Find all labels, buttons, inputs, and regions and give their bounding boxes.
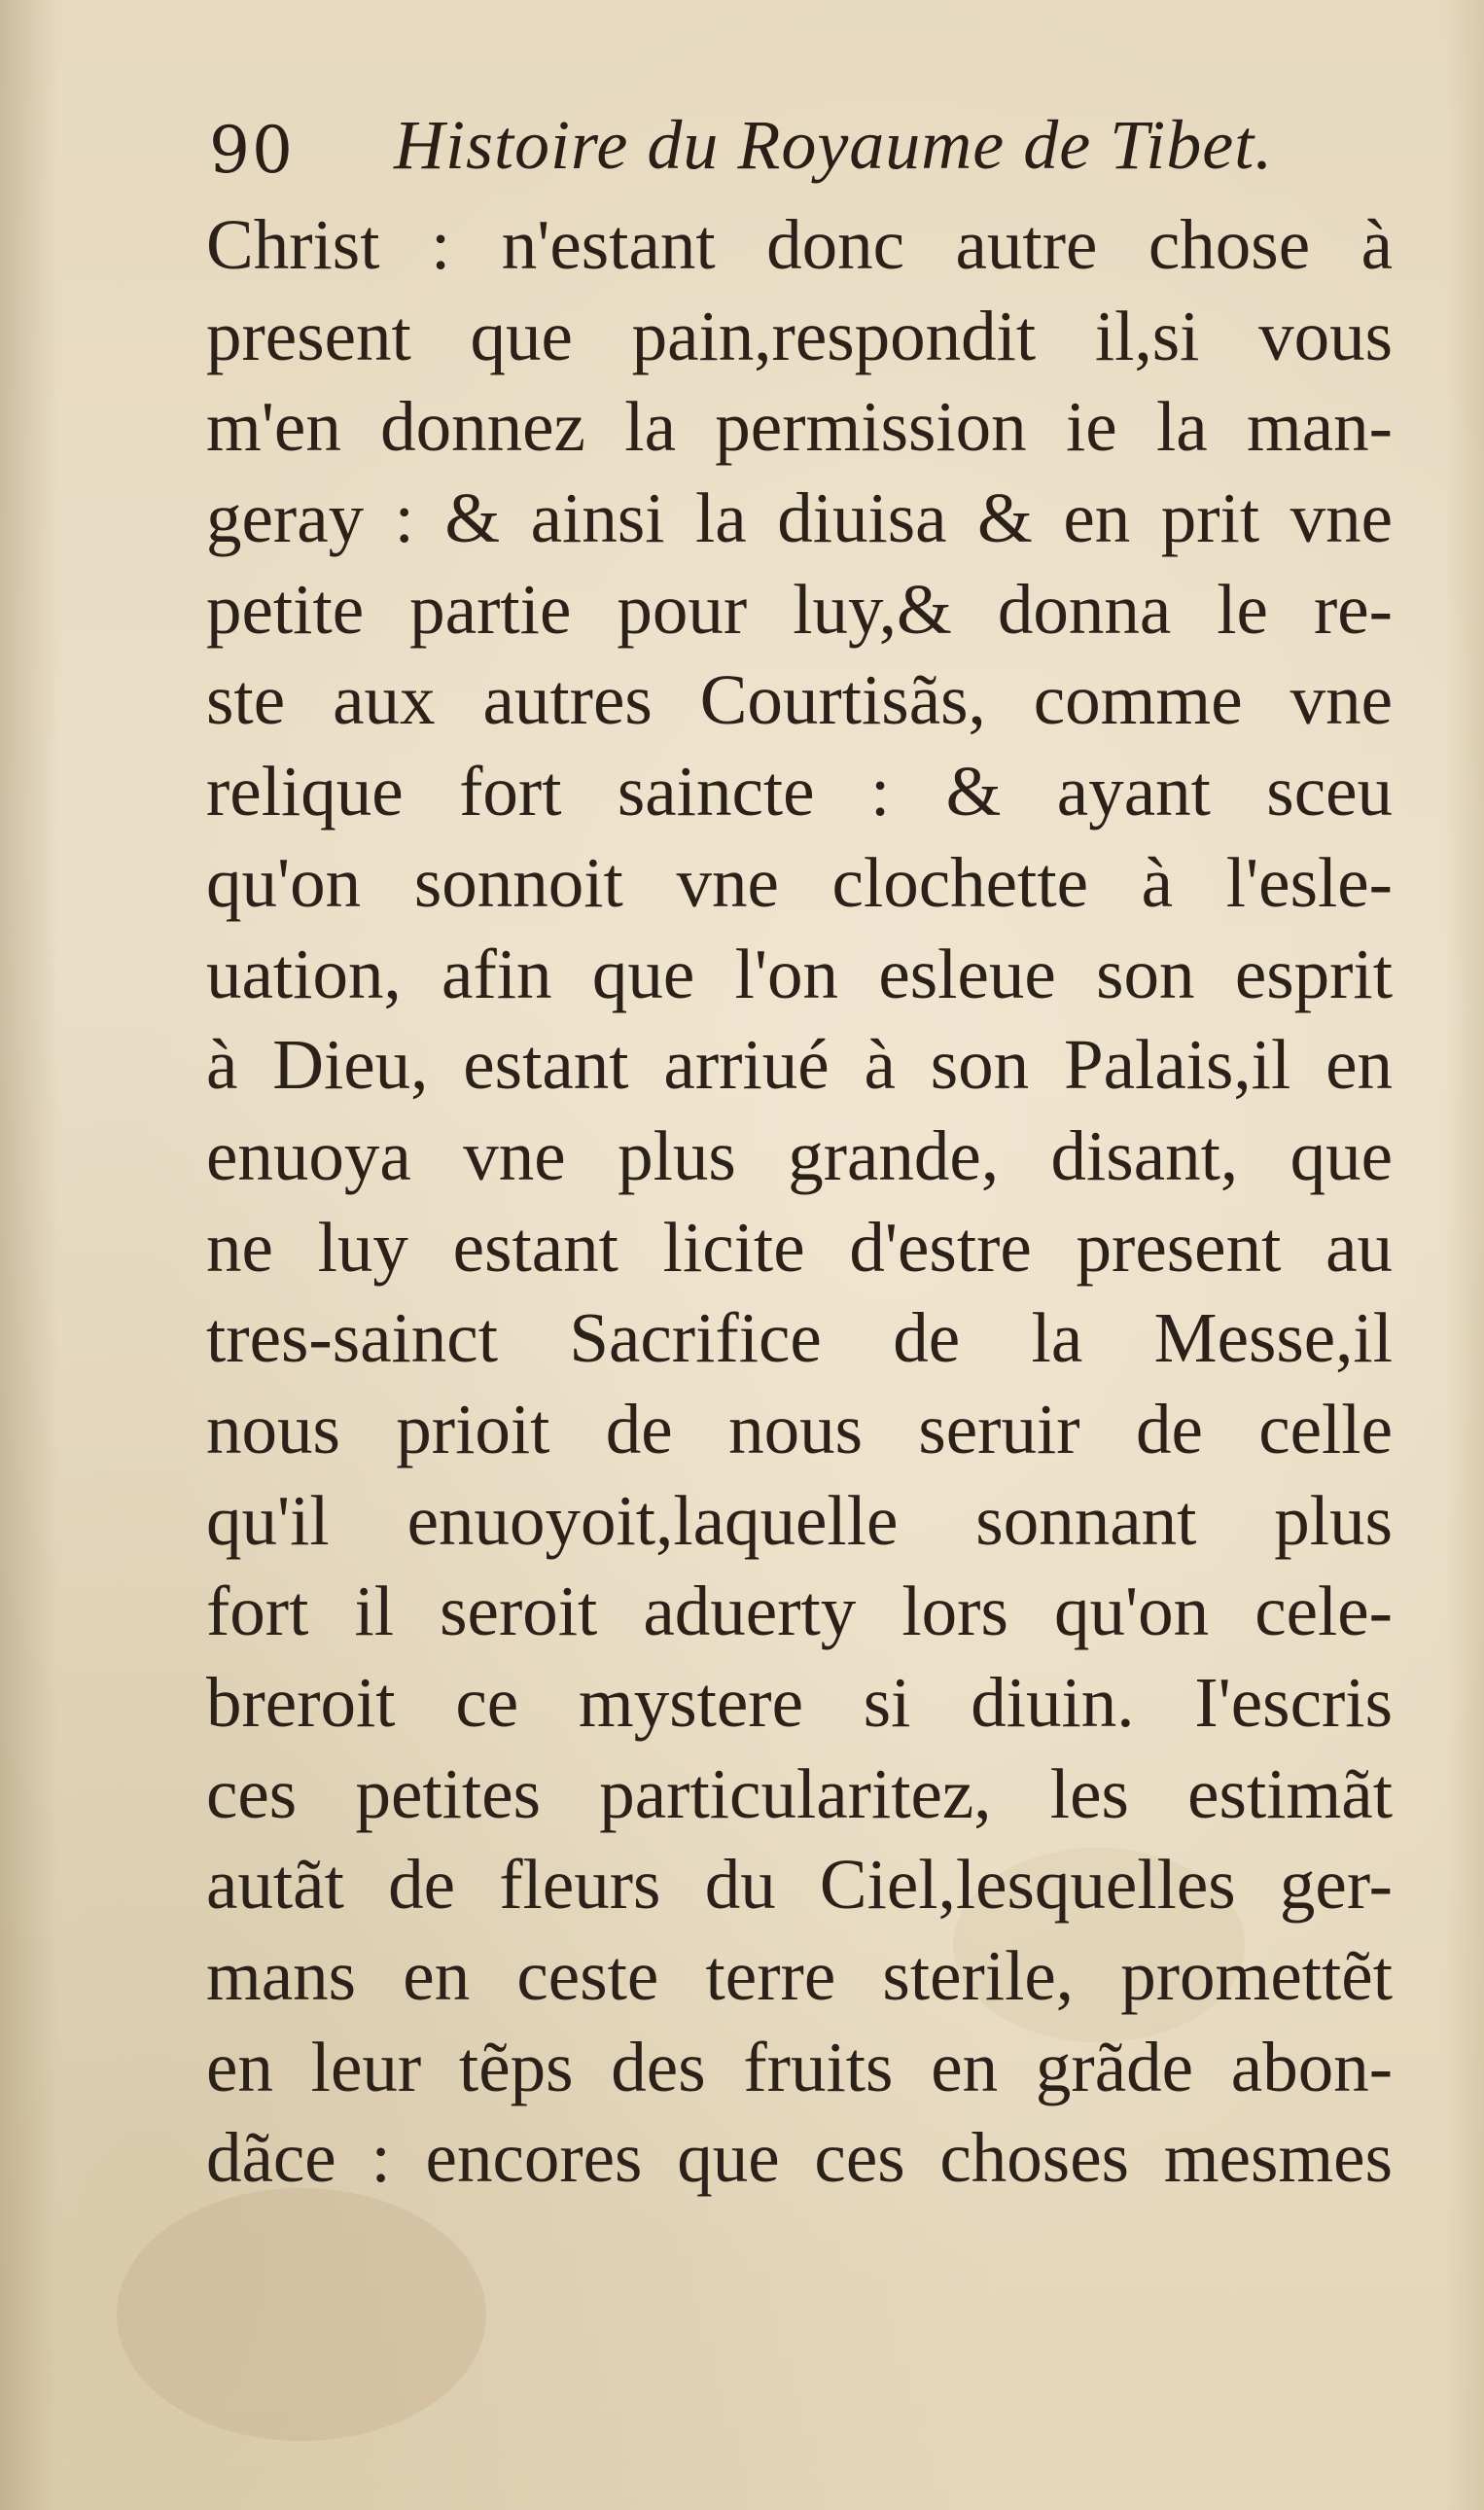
- paper-stain: [117, 2188, 486, 2441]
- text-line: nous prioit de nous seruir de celle: [206, 1389, 1393, 1468]
- text-line: à Dieu, estant arriué à son Palais,il en: [206, 1025, 1393, 1105]
- text-line: ces petites particularitez, les estimãt: [206, 1753, 1393, 1833]
- text-line: tres-sainct Sacrifice de la Messe,il: [206, 1298, 1393, 1378]
- page-header: [209, 105, 1376, 193]
- text-line: geray : & ainsi la diuisa & en prit vne: [206, 478, 1393, 558]
- page-edge: [1445, 0, 1484, 2510]
- text-line: autãt de fleurs du Ciel,lesquelles ger-: [206, 1845, 1393, 1925]
- body-text: [206, 199, 1393, 2204]
- page-number: 90: [209, 113, 295, 188]
- text-line: ne luy estant licite d'estre present au: [206, 1207, 1393, 1287]
- text-line: relique fort saincte : & ayant sceu: [206, 752, 1393, 831]
- text-line: ste aux autres Courtisãs, comme vne: [206, 660, 1393, 740]
- page-spine-shadow: [0, 0, 58, 2510]
- text-line: present que pain,respondit il,si vous: [206, 296, 1393, 375]
- text-line: petite partie pour luy,& donna le re-: [206, 569, 1393, 649]
- text-line: en leur tẽps des fruits en grãde abon-: [206, 2027, 1393, 2106]
- text-line: qu'il enuoyoit,laquelle sonnant plus: [206, 1480, 1393, 1560]
- text-line: Christ : n'estant donc autre chose à: [206, 205, 1393, 284]
- text-line: mans en ceste terre sterile, promettẽt: [206, 1936, 1393, 2016]
- text-line: enuoya vne plus grande, disant, que: [206, 1115, 1393, 1195]
- text-line: uation, afin que l'on esleue son esprit: [206, 934, 1393, 1013]
- text-line: m'en donnez la permission ie la man-: [206, 387, 1393, 467]
- text-line: qu'on sonnoit vne clochette à l'esle-: [206, 842, 1393, 922]
- text-line: fort il seroit aduerty lors qu'on cele-: [206, 1572, 1393, 1651]
- text-line: breroit ce mystere si diuin. I'escris: [206, 1663, 1393, 1742]
- text-line: dãce : encores que ces choses mesmes: [206, 2118, 1393, 2198]
- running-title: Histoire du Royaume de Tibet.: [394, 106, 1274, 184]
